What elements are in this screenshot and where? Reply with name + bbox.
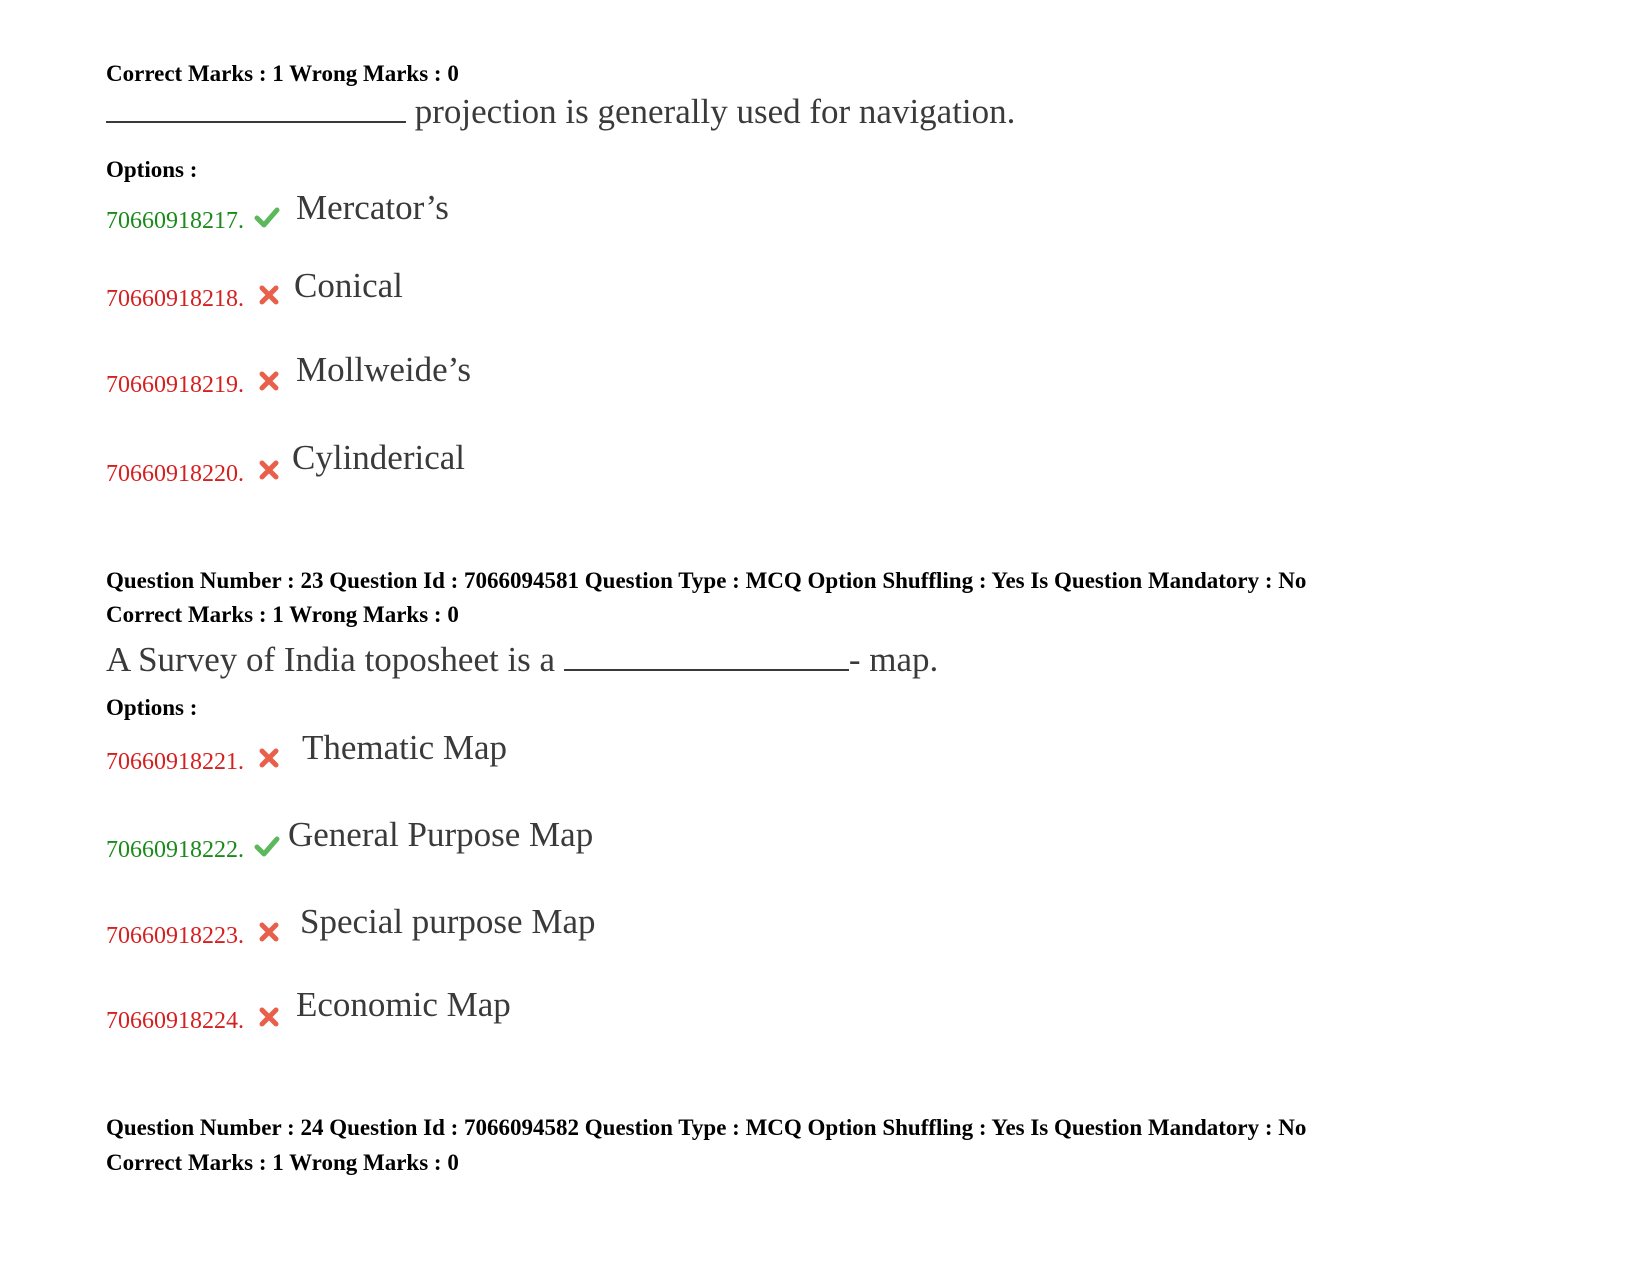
q22-answer-blank bbox=[106, 93, 406, 123]
option-text: Mollweide’s bbox=[296, 350, 471, 389]
cross-icon bbox=[256, 1004, 282, 1030]
option-text: Special purpose Map bbox=[300, 902, 596, 941]
q23-marks: Correct Marks : 1 Wrong Marks : 0 bbox=[106, 602, 459, 627]
q23-answer-blank bbox=[564, 641, 849, 671]
option-id: 70660918218. bbox=[106, 286, 244, 312]
q24-marks: Correct Marks : 1 Wrong Marks : 0 bbox=[106, 1150, 459, 1175]
check-icon bbox=[254, 833, 280, 859]
cross-icon bbox=[256, 368, 282, 394]
cross-icon bbox=[256, 919, 282, 945]
option-id: 70660918217. bbox=[106, 208, 244, 234]
q23-question-text bbox=[106, 640, 938, 680]
q23-question-suffix: - map. bbox=[848, 640, 939, 679]
option-id: 70660918222. bbox=[106, 837, 244, 863]
q23-header: Question Number : 23 Question Id : 7066094581 Question Type : MCQ Option Shuffling : Yes Is Question Mandatory : No bbox=[106, 568, 1307, 593]
option-text: Economic Map bbox=[296, 985, 511, 1024]
cross-icon bbox=[256, 457, 282, 483]
option-text: Thematic Map bbox=[302, 728, 508, 767]
option-id: 70660918223. bbox=[106, 923, 244, 949]
option-id: 70660918224. bbox=[106, 1008, 244, 1034]
option-text: Conical bbox=[294, 266, 403, 305]
q22-question-suffix: projection is generally used for navigation. bbox=[414, 92, 1016, 131]
option-text: Cylinderical bbox=[292, 438, 466, 477]
cross-icon bbox=[256, 282, 282, 308]
option-text: Mercator’s bbox=[296, 188, 449, 227]
q22-marks: Correct Marks : 1 Wrong Marks : 0 bbox=[106, 61, 459, 86]
q22-question-text bbox=[106, 92, 1015, 132]
q22-options-label: Options : bbox=[106, 157, 198, 182]
option-id: 70660918219. bbox=[106, 372, 244, 398]
q23-options-label: Options : bbox=[106, 695, 198, 720]
check-icon bbox=[254, 204, 280, 230]
cross-icon bbox=[256, 745, 282, 771]
q24-header: Question Number : 24 Question Id : 7066094582 Question Type : MCQ Option Shuffling : Yes Is Question Mandatory : No bbox=[106, 1115, 1307, 1140]
option-text: General Purpose Map bbox=[288, 815, 594, 854]
q23-question-prefix: A Survey of India toposheet is a bbox=[106, 640, 556, 679]
option-id: 70660918221. bbox=[106, 749, 244, 775]
option-id: 70660918220. bbox=[106, 461, 244, 487]
